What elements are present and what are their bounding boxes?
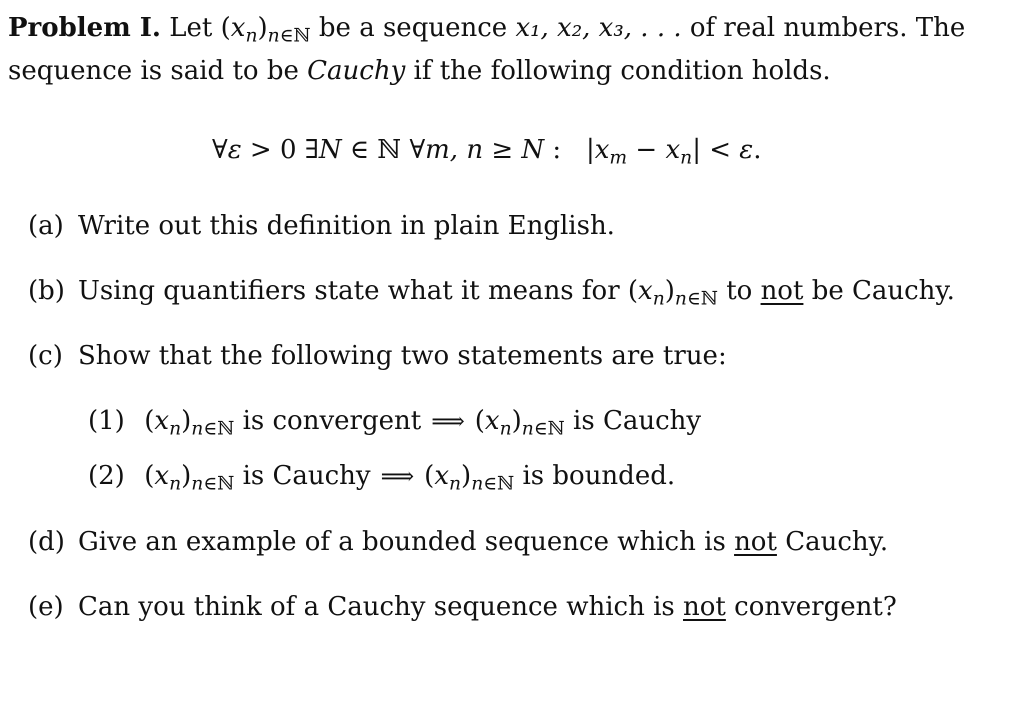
- part-e-text-1: Can you think of a Cauchy sequence which is: [78, 592, 675, 622]
- statement-1-right: is Cauchy: [573, 406, 702, 436]
- sequence-terms: x₁, x₂, x₃, . . .: [515, 13, 682, 43]
- part-c-statement-2: [88, 460, 676, 495]
- sequence-notation: $(x_n)_{n\in ℕ}$: [144, 406, 235, 440]
- intro-sequence-said: sequence is said to be: [8, 56, 299, 86]
- sequence-notation: $(x_n)_{n\in ℕ}$: [144, 461, 235, 495]
- part-d-not: not: [734, 527, 777, 557]
- part-d-text-1: Give an example of a bounded sequence which is: [78, 527, 726, 557]
- cauchy-emphasis: Cauchy: [307, 56, 406, 86]
- statement-2-right: is bounded.: [522, 461, 676, 491]
- part-d: [28, 526, 888, 558]
- part-b-text-2: to: [726, 276, 753, 306]
- part-e: [28, 591, 897, 623]
- part-b-not: not: [760, 276, 804, 306]
- intro-line-1: [8, 12, 966, 47]
- part-b: [28, 275, 955, 310]
- part-d-text-2: Cauchy.: [785, 527, 889, 557]
- part-a: [28, 210, 615, 242]
- problem-title: Problem I.: [8, 13, 161, 43]
- part-b-text-1: Using quantifiers state what it means for: [78, 276, 620, 306]
- statement-2-label: (2): [88, 461, 125, 491]
- part-b-text-3: be Cauchy.: [811, 276, 955, 306]
- cauchy-formula: ∀ε > 0 ∃N ∈ ℕ ∀m, n ≥ N : $|x_m - x_n| < \varepsilon$.: [212, 135, 762, 169]
- sequence-notation: $(x_n)_{n\in ℕ}$: [627, 276, 718, 310]
- part-c: [28, 340, 727, 372]
- part-e-text-2: convergent?: [734, 592, 897, 622]
- part-c-label: (c): [28, 341, 63, 371]
- intro-of-real-numbers: of real numbers. The: [689, 13, 966, 43]
- part-c-text: Show that the following two statements are true:: [78, 341, 727, 371]
- part-b-label: (b): [28, 276, 65, 306]
- implies-arrow: ⟹: [431, 407, 465, 435]
- sequence-notation: $(x_n)_{n\in ℕ}$: [424, 461, 515, 495]
- sequence-notation: $(x_n)_{n\in ℕ}$: [220, 13, 311, 47]
- sequence-notation: $(x_n)_{n\in ℕ}$: [474, 406, 565, 440]
- statement-1-left: is convergent: [242, 406, 422, 436]
- part-a-label: (a): [28, 211, 64, 241]
- intro-let: Let: [169, 13, 213, 43]
- intro-condition-holds: if the following condition holds.: [413, 56, 831, 86]
- intro-be-a-sequence: be a sequence: [318, 13, 508, 43]
- statement-2-left: is Cauchy: [242, 461, 371, 491]
- part-e-label: (e): [28, 592, 64, 622]
- intro-line-2: [8, 55, 831, 87]
- part-a-text: Write out this definition in plain English.: [78, 211, 615, 241]
- statement-1-label: (1): [88, 406, 125, 436]
- part-e-not: not: [683, 592, 726, 622]
- implies-arrow: ⟹: [380, 462, 415, 490]
- part-d-label: (d): [28, 527, 65, 557]
- part-c-statement-1: [88, 405, 702, 440]
